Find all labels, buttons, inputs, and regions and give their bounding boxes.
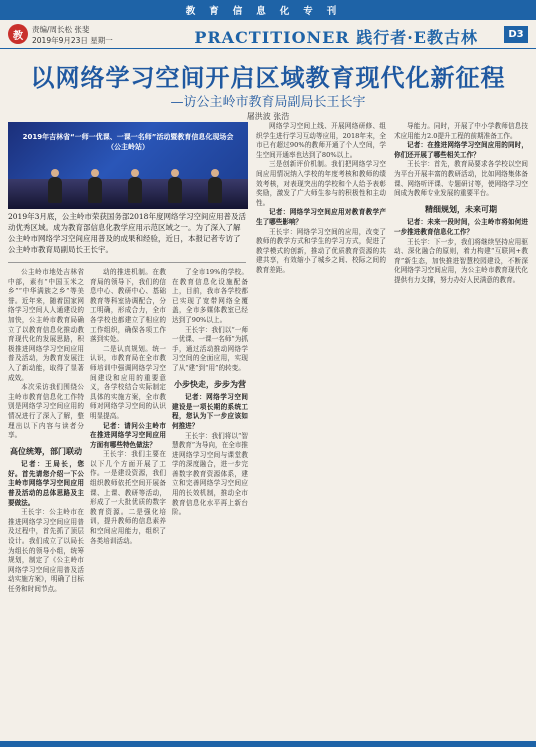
top-band: 教育信息化专刊 xyxy=(0,0,536,20)
interview-question: 记者：网络学习空间应用对教育教学产生了哪些影响？ xyxy=(256,208,386,226)
article-column-5 xyxy=(394,122,528,736)
subheadline: —访公主岭市教育局副局长王长宇 xyxy=(170,95,366,110)
paragraph: 动的推进机制。在教育局的领导下，我们的信息中心、教研中心、基础教育等科室协调配合，分工明确，形成合力，全市各学校也都建立了相应的工作组织，确保各项工作落到实处。 xyxy=(90,268,166,344)
section-brand xyxy=(194,25,478,48)
brand-chinese: 践行者·E教古林 xyxy=(356,28,478,47)
interview-question: 记者：在推进网络学习空间应用的同时，你们还开展了哪些相关工作？ xyxy=(394,141,528,159)
person-figure xyxy=(88,177,102,203)
interview-question: 记者：未来一段时间，公主岭市将如何进一步推进教育信息化工作？ xyxy=(394,218,528,236)
interview-answer: 王长宇：下一步，我们将继续坚持应用驱动、深化融合的原则，着力构建“互联网+教育”新生态，加快推进智慧校园建设，不断深化网络学习空间应用，为公主岭市教育现代化提供有力支撑，努力办好人民满意的教育。 xyxy=(394,237,528,284)
person-figure xyxy=(48,177,62,203)
article-column-1 xyxy=(8,268,84,736)
photo-banner-text: 2019年吉林省“一师一优课、一课一名师”活动暨教育信息化现场会（公主岭站） xyxy=(22,133,234,151)
paragraph: 导能力。同时，开展了中小学教师信息技术应用能力2.0提升工程的前期准备工作。 xyxy=(394,122,528,140)
paragraph: 公主岭市地处吉林省中部，素有“中国玉米之乡”“中华满族之乡”等美誉。近年来，随着国家网络学习空间人人通建设的加快，公主岭市教育局确立了以教育信息化推动教育现代化的发展思路，积极推进网络学习空间应用普及活动，为教育发展注入了新动能，取得了显著成效。 xyxy=(8,268,84,382)
section-heading: 小步快走，步步为营 xyxy=(174,379,246,389)
headline: 以网络学习空间开启区域教育现代化新征程 xyxy=(30,64,506,92)
paragraph: 网络学习空间上线、开展网络研修、组织学生进行学习互动等应用，2018年末，全市已有超过90%的教师开通了个人空间，学生空间开通率也达到了80%以上。 xyxy=(256,122,386,159)
event-photo xyxy=(8,122,248,209)
article-column-4 xyxy=(256,122,386,736)
interview-answer: 王长宇：我们将以“智慧教育”为导向，在全市推进网络学习空间与课堂教学的深度融合，进一步完善数字教育资源体系，建立和完善网络学习空间应用的长效机制，推动全市教育信息化水平再上新台阶。 xyxy=(172,431,248,517)
person-figure xyxy=(168,177,182,203)
article-column-2 xyxy=(90,268,166,736)
interview-answer: 王长宇：网络学习空间的应用，改变了教师的教学方式和学生的学习方式，促进了教学模式的创新，推动了优质教育资源的共建共享，有效缩小了城乡之间、校际之间的教育差距。 xyxy=(256,227,386,274)
issue-date: 2019年9月23日 星期一 xyxy=(32,36,113,45)
paragraph: 王长宇：我们以“一师一优课、一课一名师”为抓手，通过活动推动网络学习空间的全面应用，实现了从“建”到“用”的转变。 xyxy=(172,325,248,372)
section-heading: 精细规划，未来可期 xyxy=(425,204,497,214)
interview-question: 记者：网络学习空间建设是一项长期的系统工程，您认为下一步应该如何推进？ xyxy=(172,393,248,430)
interview-question: 记者：王局长，您好。首先请您介绍一下公主岭市网络学习空间应用普及活动的总体思路及主要做法。 xyxy=(8,460,84,507)
page-number: D3 xyxy=(504,26,528,43)
paragraph: 三是创新评价机制。我们把网络学习空间应用情况纳入学校的年度考核和教师的绩效考核，对表现突出的学校和个人给予表彰奖励，激发了广大师生参与的积极性和主动性。 xyxy=(256,160,386,207)
interview-answer: 王长宇：公主岭市在推进网络学习空间应用普及过程中，首先抓了顶层设计。我们成立了以局长为组长的领导小组，统筹规划，制定了《公主岭市网络学习空间应用普及活动实施方案》，明确了目标任务和时间节点。 xyxy=(8,508,84,593)
section-heading: 高位统筹，部门联动 xyxy=(10,446,82,456)
interview-answer: 王长宇：我们主要在以下几个方面开展了工作。一是建设资源，我们组织教师依托空间开展备课、上课、教研等活动，形成了一大批优质的数字教育资源。二是强化培训，提升教师的信息素养和空间应用能力，组织了各类培训活动。 xyxy=(90,450,166,545)
person-figure xyxy=(208,177,222,203)
byline: 屠洪波 张浩 xyxy=(246,112,290,121)
brand-english: PRACTITIONER xyxy=(194,28,350,47)
bottom-bar xyxy=(0,741,536,747)
interview-answer: 王长宇：首先，教育局要求各学校以空间为平台开展丰富的教研活动，比如网络集体备课、网络听评课、专题研讨等，使网络学习空间成为教师专业发展的重要平台。 xyxy=(394,160,528,198)
person-figure xyxy=(128,177,142,203)
paragraph: 二是认真规划。统一认识，市教育局在全市教师培训中强调网络学习空间建设和应用的重要意义，各学校结合实际制定具体的实施方案，全市教师对网络学习空间的认识明显提高。 xyxy=(90,344,166,420)
photo-caption: 2019年3月底，公主岭市荣获国务部2018年度网络学习空间应用普及活动优秀区域。成为教育部信息化教学应用示范区域之一。为了深入了解公主岭市网络学习空间应用普及的成果和经验，近日，本报记者专访了公主岭市教育局副局长王长宇。 xyxy=(8,212,246,254)
paragraph: 本次采访我们围绕公主岭市教育信息化工作特别是网络学习空间应用的情况进行了深入了解，整理出以下内容与读者分享。 xyxy=(8,383,84,440)
paragraph: 了全市19%的学校。在教育信息化设施配备上，目前，我市各学校都已实现了宽带网络全覆盖，全市多媒体教室已经达到了90%以上。 xyxy=(172,268,248,324)
article-column-3 xyxy=(172,268,248,736)
interview-question: 记者：请问公主岭市在推进网络学习空间应用方面有哪些特色做法？ xyxy=(90,421,166,449)
editor-line: 责编/周长松 张斐 xyxy=(32,25,90,34)
caption-divider xyxy=(8,262,246,263)
newspaper-logo-icon: 教 xyxy=(8,24,28,44)
masthead xyxy=(0,20,536,49)
